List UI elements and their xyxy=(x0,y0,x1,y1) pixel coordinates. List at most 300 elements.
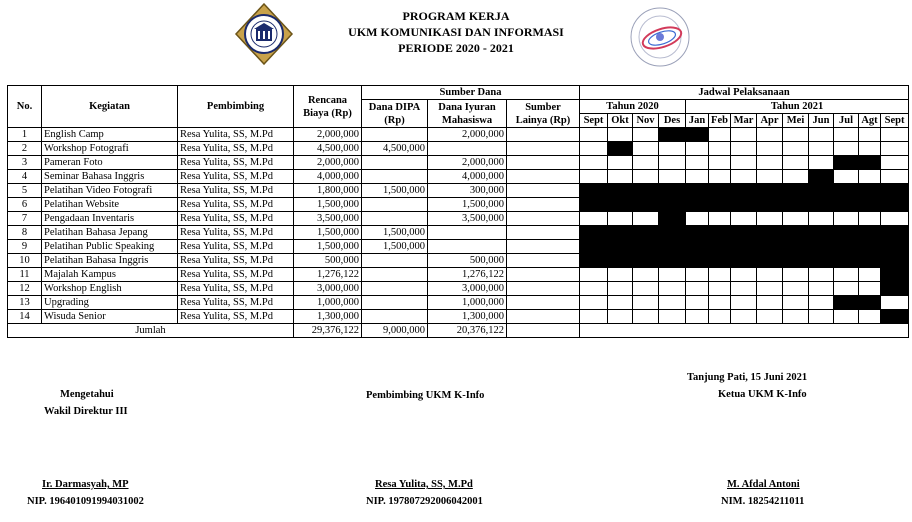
table-row xyxy=(8,226,909,240)
schedule-cell-active xyxy=(659,254,686,268)
schedule-cell xyxy=(633,128,659,142)
schedule-cell xyxy=(731,296,757,310)
politeknik-seal-logo xyxy=(234,3,294,65)
schedule-cell xyxy=(580,296,608,310)
schedule-cell xyxy=(686,170,709,184)
row-no: 9 xyxy=(8,240,42,254)
schedule-cell-active xyxy=(608,226,633,240)
schedule-cell-active xyxy=(659,128,686,142)
row-kegiatan: Wisuda Senior xyxy=(42,310,178,324)
schedule-cell-active xyxy=(783,240,809,254)
schedule-cell xyxy=(633,142,659,156)
row-rencana-biaya: 1,500,000 xyxy=(294,226,362,240)
schedule-cell xyxy=(757,268,783,282)
schedule-cell-active xyxy=(834,184,859,198)
schedule-cell-active xyxy=(731,226,757,240)
schedule-cell-active xyxy=(757,240,783,254)
schedule-cell xyxy=(834,170,859,184)
header-sumber-dana: Sumber Dana xyxy=(362,86,580,100)
schedule-cell xyxy=(834,268,859,282)
row-no: 11 xyxy=(8,268,42,282)
schedule-cell xyxy=(809,296,834,310)
row-no: 4 xyxy=(8,170,42,184)
schedule-cell xyxy=(686,296,709,310)
schedule-cell-active xyxy=(580,198,608,212)
schedule-cell xyxy=(783,282,809,296)
row-kegiatan: Pengadaan Inventaris xyxy=(42,212,178,226)
document-title-program: PROGRAM KERJA xyxy=(402,9,510,23)
right-sign-name: M. Afdal Antoni xyxy=(727,479,800,490)
schedule-cell xyxy=(580,142,608,156)
table-row xyxy=(8,282,909,296)
header-month: Jan xyxy=(686,114,709,128)
total-row xyxy=(8,324,909,338)
schedule-cell-active xyxy=(659,198,686,212)
row-sumber-lainnya xyxy=(507,212,580,226)
row-rencana-biaya: 3,500,000 xyxy=(294,212,362,226)
schedule-cell-active xyxy=(686,184,709,198)
schedule-cell xyxy=(659,310,686,324)
document-title-periode: PERIODE 2020 - 2021 xyxy=(398,41,514,55)
header-pembimbing: Pembimbing xyxy=(178,86,294,128)
schedule-cell xyxy=(783,170,809,184)
schedule-cell xyxy=(757,128,783,142)
row-pembimbing: Resa Yulita, SS, M.Pd xyxy=(178,310,294,324)
row-dana-iuran: 1,500,000 xyxy=(428,198,507,212)
document-title-ukm: UKM KOMUNIKASI DAN INFORMASI xyxy=(348,25,564,39)
schedule-cell-active xyxy=(809,170,834,184)
row-dana-iuran xyxy=(428,142,507,156)
schedule-cell xyxy=(859,170,881,184)
schedule-cell xyxy=(783,268,809,282)
table-row xyxy=(8,268,909,282)
schedule-cell xyxy=(686,282,709,296)
schedule-cell xyxy=(709,156,731,170)
schedule-cell xyxy=(659,142,686,156)
row-pembimbing: Resa Yulita, SS, M.Pd xyxy=(178,212,294,226)
table-row xyxy=(8,212,909,226)
schedule-cell xyxy=(709,310,731,324)
schedule-cell xyxy=(686,142,709,156)
row-kegiatan: Pameran Foto xyxy=(42,156,178,170)
schedule-cell xyxy=(783,310,809,324)
schedule-cell xyxy=(757,282,783,296)
row-pembimbing: Resa Yulita, SS, M.Pd xyxy=(178,268,294,282)
row-dana-iuran xyxy=(428,226,507,240)
schedule-cell-active xyxy=(881,184,909,198)
schedule-cell xyxy=(580,128,608,142)
row-dana-iuran: 300,000 xyxy=(428,184,507,198)
schedule-cell-active xyxy=(881,240,909,254)
row-dana-iuran: 4,000,000 xyxy=(428,170,507,184)
schedule-cell xyxy=(709,212,731,226)
header-jadwal-pelaksanaan: Jadwal Pelaksanaan xyxy=(580,86,909,100)
row-pembimbing: Resa Yulita, SS, M.Pd xyxy=(178,240,294,254)
header-no: No. xyxy=(8,86,42,128)
row-no: 6 xyxy=(8,198,42,212)
row-rencana-biaya: 4,000,000 xyxy=(294,170,362,184)
row-rencana-biaya: 1,800,000 xyxy=(294,184,362,198)
row-pembimbing: Resa Yulita, SS, M.Pd xyxy=(178,156,294,170)
row-dana-iuran: 2,000,000 xyxy=(428,156,507,170)
header-month: Des xyxy=(659,114,686,128)
schedule-cell-active xyxy=(633,198,659,212)
schedule-cell-active xyxy=(580,226,608,240)
row-rencana-biaya: 1,300,000 xyxy=(294,310,362,324)
schedule-cell-active xyxy=(809,226,834,240)
row-kegiatan: Upgrading xyxy=(42,296,178,310)
total-label: Jumlah xyxy=(8,324,294,338)
schedule-cell xyxy=(709,128,731,142)
schedule-cell xyxy=(809,128,834,142)
schedule-cell xyxy=(709,296,731,310)
schedule-cell-active xyxy=(783,184,809,198)
work-program-table xyxy=(7,85,909,338)
right-sign-nim: NIM. 18254211011 xyxy=(721,496,805,507)
row-no: 10 xyxy=(8,254,42,268)
schedule-cell xyxy=(881,142,909,156)
left-sign-nip: NIP. 196401091994031002 xyxy=(27,496,144,507)
schedule-cell xyxy=(633,296,659,310)
schedule-cell xyxy=(580,156,608,170)
row-rencana-biaya: 3,000,000 xyxy=(294,282,362,296)
total-dipa: 9,000,000 xyxy=(362,324,428,338)
row-dana-dipa xyxy=(362,268,428,282)
row-kegiatan: English Camp xyxy=(42,128,178,142)
schedule-cell xyxy=(659,170,686,184)
schedule-cell-active xyxy=(580,254,608,268)
schedule-cell xyxy=(757,156,783,170)
schedule-cell-active xyxy=(809,240,834,254)
row-kegiatan: Pelatihan Bahasa Jepang xyxy=(42,226,178,240)
schedule-cell-active xyxy=(686,226,709,240)
schedule-cell-active xyxy=(809,198,834,212)
schedule-cell-active xyxy=(608,254,633,268)
schedule-cell xyxy=(881,156,909,170)
total-lainnya xyxy=(507,324,580,338)
row-dana-dipa xyxy=(362,156,428,170)
schedule-cell xyxy=(709,142,731,156)
table-row xyxy=(8,198,909,212)
schedule-cell xyxy=(686,268,709,282)
schedule-cell-active xyxy=(633,240,659,254)
schedule-cell-active xyxy=(834,198,859,212)
row-kegiatan: Pelatihan Public Speaking xyxy=(42,240,178,254)
schedule-cell xyxy=(881,296,909,310)
schedule-cell xyxy=(834,212,859,226)
table-row xyxy=(8,296,909,310)
row-dana-dipa: 4,500,000 xyxy=(362,142,428,156)
schedule-cell xyxy=(608,296,633,310)
schedule-cell-active xyxy=(608,240,633,254)
table-row xyxy=(8,240,909,254)
row-dana-dipa: 1,500,000 xyxy=(362,184,428,198)
row-rencana-biaya: 1,500,000 xyxy=(294,240,362,254)
right-sign-title: Ketua UKM K-Info xyxy=(718,389,807,400)
total-schedule xyxy=(580,324,909,338)
schedule-cell-active xyxy=(659,212,686,226)
schedule-cell xyxy=(608,282,633,296)
row-pembimbing: Resa Yulita, SS, M.Pd xyxy=(178,198,294,212)
schedule-cell xyxy=(859,128,881,142)
schedule-cell xyxy=(834,282,859,296)
schedule-cell xyxy=(859,212,881,226)
table-row xyxy=(8,156,909,170)
row-sumber-lainnya xyxy=(507,268,580,282)
schedule-cell-active xyxy=(859,240,881,254)
row-rencana-biaya: 1,500,000 xyxy=(294,198,362,212)
schedule-cell-active xyxy=(580,240,608,254)
row-pembimbing: Resa Yulita, SS, M.Pd xyxy=(178,142,294,156)
schedule-cell xyxy=(881,128,909,142)
schedule-cell-active xyxy=(809,184,834,198)
schedule-cell-active xyxy=(709,254,731,268)
schedule-cell xyxy=(580,170,608,184)
schedule-cell-active xyxy=(859,226,881,240)
schedule-cell xyxy=(809,310,834,324)
row-pembimbing: Resa Yulita, SS, M.Pd xyxy=(178,226,294,240)
schedule-cell xyxy=(731,142,757,156)
row-dana-dipa xyxy=(362,128,428,142)
schedule-cell xyxy=(580,310,608,324)
schedule-cell-active xyxy=(608,142,633,156)
schedule-cell-active xyxy=(580,184,608,198)
row-sumber-lainnya xyxy=(507,282,580,296)
row-rencana-biaya: 4,500,000 xyxy=(294,142,362,156)
row-dana-dipa xyxy=(362,296,428,310)
schedule-cell-active xyxy=(834,226,859,240)
row-kegiatan: Pelatihan Website xyxy=(42,198,178,212)
row-pembimbing: Resa Yulita, SS, M.Pd xyxy=(178,296,294,310)
header-month: Feb xyxy=(709,114,731,128)
row-kegiatan: Workshop Fotografi xyxy=(42,142,178,156)
row-sumber-lainnya xyxy=(507,128,580,142)
schedule-cell-active xyxy=(783,226,809,240)
schedule-cell xyxy=(633,310,659,324)
header-month: Nov xyxy=(633,114,659,128)
row-no: 7 xyxy=(8,212,42,226)
row-sumber-lainnya xyxy=(507,310,580,324)
schedule-cell-active xyxy=(757,254,783,268)
row-kegiatan: Seminar Bahasa Inggris xyxy=(42,170,178,184)
schedule-cell xyxy=(783,142,809,156)
schedule-cell-active xyxy=(633,184,659,198)
schedule-cell-active xyxy=(757,226,783,240)
schedule-cell xyxy=(809,268,834,282)
schedule-cell-active xyxy=(731,184,757,198)
row-dana-iuran: 1,300,000 xyxy=(428,310,507,324)
header-kegiatan: Kegiatan xyxy=(42,86,178,128)
row-dana-dipa: 1,500,000 xyxy=(362,226,428,240)
schedule-cell-active xyxy=(633,226,659,240)
schedule-cell-active xyxy=(881,268,909,282)
schedule-cell xyxy=(859,268,881,282)
schedule-cell xyxy=(659,268,686,282)
row-dana-dipa xyxy=(362,212,428,226)
header-month: Jul xyxy=(834,114,859,128)
header-month: Sept xyxy=(580,114,608,128)
schedule-cell-active xyxy=(709,198,731,212)
header-month: Okt xyxy=(608,114,633,128)
schedule-cell-active xyxy=(859,156,881,170)
middle-sign-name: Resa Yulita, SS, M.Pd xyxy=(375,479,473,490)
schedule-cell xyxy=(580,268,608,282)
row-no: 5 xyxy=(8,184,42,198)
schedule-cell-active xyxy=(709,184,731,198)
middle-sign-title: Pembimbing UKM K-Info xyxy=(366,390,485,401)
schedule-cell xyxy=(783,212,809,226)
row-dana-dipa xyxy=(362,198,428,212)
schedule-cell xyxy=(608,156,633,170)
row-no: 1 xyxy=(8,128,42,142)
header-tahun-2020: Tahun 2020 xyxy=(580,100,686,114)
row-dana-dipa xyxy=(362,282,428,296)
schedule-cell-active xyxy=(608,184,633,198)
row-pembimbing: Resa Yulita, SS, M.Pd xyxy=(178,254,294,268)
table-row xyxy=(8,184,909,198)
table-row xyxy=(8,128,909,142)
row-kegiatan: Pelatihan Video Fotografi xyxy=(42,184,178,198)
left-sign-title: Wakil Direktur III xyxy=(44,406,128,417)
row-dana-iuran: 3,500,000 xyxy=(428,212,507,226)
schedule-cell-active xyxy=(757,184,783,198)
schedule-cell xyxy=(731,268,757,282)
row-rencana-biaya: 2,000,000 xyxy=(294,128,362,142)
schedule-cell-active xyxy=(859,254,881,268)
schedule-cell xyxy=(809,212,834,226)
schedule-cell xyxy=(731,156,757,170)
schedule-cell xyxy=(859,142,881,156)
schedule-cell xyxy=(757,212,783,226)
row-no: 2 xyxy=(8,142,42,156)
schedule-cell xyxy=(608,170,633,184)
schedule-cell-active xyxy=(686,254,709,268)
schedule-cell xyxy=(757,142,783,156)
row-no: 12 xyxy=(8,282,42,296)
row-rencana-biaya: 1,276,122 xyxy=(294,268,362,282)
row-rencana-biaya: 1,000,000 xyxy=(294,296,362,310)
schedule-cell xyxy=(608,268,633,282)
schedule-cell xyxy=(608,310,633,324)
schedule-cell xyxy=(709,282,731,296)
schedule-cell-active xyxy=(834,254,859,268)
row-dana-iuran xyxy=(428,240,507,254)
schedule-cell xyxy=(659,296,686,310)
row-sumber-lainnya xyxy=(507,296,580,310)
row-pembimbing: Resa Yulita, SS, M.Pd xyxy=(178,184,294,198)
schedule-cell xyxy=(859,310,881,324)
schedule-cell-active xyxy=(686,240,709,254)
row-kegiatan: Majalah Kampus xyxy=(42,268,178,282)
row-sumber-lainnya xyxy=(507,240,580,254)
schedule-cell-active xyxy=(783,254,809,268)
table-row xyxy=(8,142,909,156)
schedule-cell xyxy=(686,310,709,324)
schedule-cell xyxy=(834,142,859,156)
header-tahun-2021: Tahun 2021 xyxy=(686,100,909,114)
header-month: Mei xyxy=(783,114,809,128)
schedule-cell-active xyxy=(834,240,859,254)
row-no: 14 xyxy=(8,310,42,324)
schedule-cell xyxy=(809,142,834,156)
schedule-cell xyxy=(686,212,709,226)
schedule-cell xyxy=(859,282,881,296)
row-dana-dipa xyxy=(362,254,428,268)
left-sign-line1: Mengetahui xyxy=(60,389,114,400)
row-no: 3 xyxy=(8,156,42,170)
schedule-cell-active xyxy=(686,198,709,212)
schedule-cell xyxy=(783,296,809,310)
schedule-cell-active xyxy=(881,226,909,240)
schedule-cell-active xyxy=(859,198,881,212)
header-month: Sept xyxy=(881,114,909,128)
row-kegiatan: Workshop English xyxy=(42,282,178,296)
schedule-cell xyxy=(731,282,757,296)
schedule-cell xyxy=(731,128,757,142)
row-sumber-lainnya xyxy=(507,254,580,268)
schedule-cell-active xyxy=(659,184,686,198)
schedule-cell xyxy=(809,156,834,170)
schedule-cell-active xyxy=(881,282,909,296)
place-date: Tanjung Pati, 15 Juni 2021 xyxy=(687,372,808,383)
schedule-cell-active xyxy=(709,240,731,254)
schedule-cell xyxy=(686,156,709,170)
header-dana-dipa: Dana DIPA (Rp) xyxy=(362,100,428,128)
schedule-cell-active xyxy=(731,254,757,268)
schedule-cell xyxy=(633,156,659,170)
schedule-cell-active xyxy=(709,226,731,240)
schedule-cell-active xyxy=(686,128,709,142)
schedule-cell-active xyxy=(881,254,909,268)
schedule-cell xyxy=(881,170,909,184)
table-row xyxy=(8,254,909,268)
row-dana-iuran: 2,000,000 xyxy=(428,128,507,142)
schedule-cell-active xyxy=(731,240,757,254)
row-dana-iuran: 500,000 xyxy=(428,254,507,268)
row-rencana-biaya: 500,000 xyxy=(294,254,362,268)
schedule-cell xyxy=(757,296,783,310)
table-row xyxy=(8,310,909,324)
row-pembimbing: Resa Yulita, SS, M.Pd xyxy=(178,282,294,296)
schedule-cell-active xyxy=(731,198,757,212)
row-sumber-lainnya xyxy=(507,198,580,212)
schedule-cell xyxy=(633,170,659,184)
schedule-cell xyxy=(783,156,809,170)
header-dana-iuran: Dana Iyuran Mahasiswa xyxy=(428,100,507,128)
schedule-cell xyxy=(809,282,834,296)
row-sumber-lainnya xyxy=(507,156,580,170)
header-rencana-biaya: Rencana Biaya (Rp) xyxy=(294,86,362,128)
schedule-cell xyxy=(731,170,757,184)
table-row xyxy=(8,170,909,184)
schedule-cell-active xyxy=(834,156,859,170)
schedule-cell xyxy=(633,282,659,296)
row-sumber-lainnya xyxy=(507,170,580,184)
schedule-cell-active xyxy=(633,254,659,268)
schedule-cell xyxy=(633,212,659,226)
total-rencana: 29,376,122 xyxy=(294,324,362,338)
schedule-cell xyxy=(580,282,608,296)
schedule-cell xyxy=(834,128,859,142)
schedule-cell xyxy=(659,156,686,170)
schedule-cell-active xyxy=(757,198,783,212)
row-dana-iuran: 1,276,122 xyxy=(428,268,507,282)
schedule-cell xyxy=(757,170,783,184)
row-dana-iuran: 1,000,000 xyxy=(428,296,507,310)
k-info-ukm-logo xyxy=(616,6,704,68)
row-no: 8 xyxy=(8,226,42,240)
schedule-cell-active xyxy=(859,296,881,310)
